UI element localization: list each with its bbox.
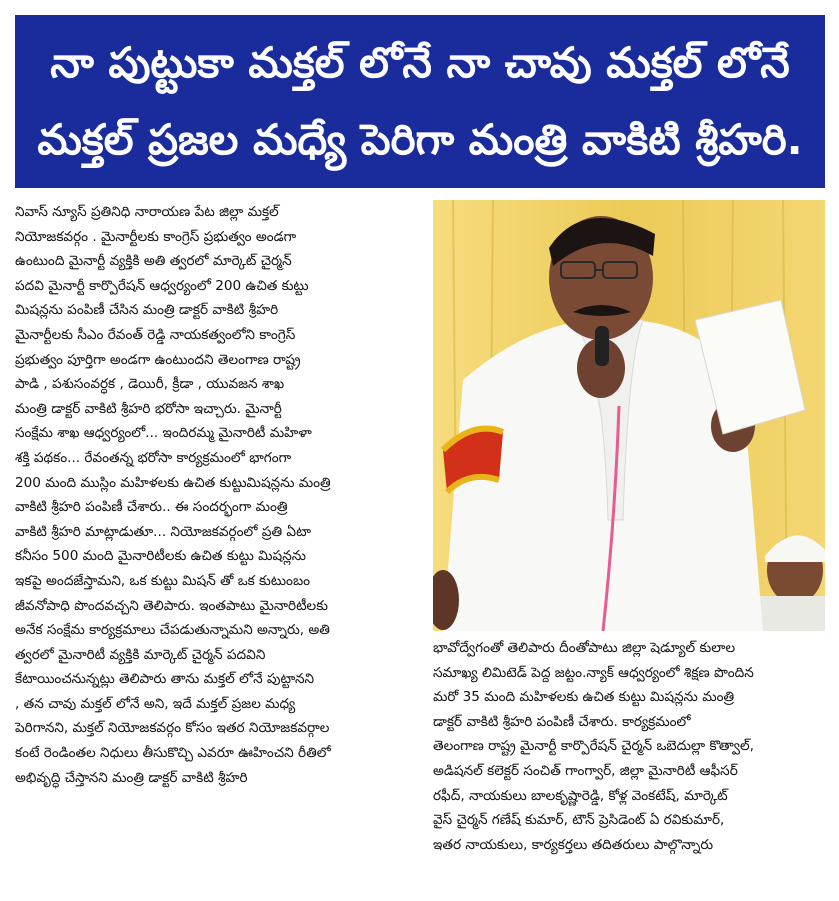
article-line: అనేక సంక్షేమ కార్యక్రమాలు చేపడుతున్నామని అన్నారు, అతి — [15, 622, 330, 639]
article-line: అడిషనల్ కలెక్టర్ సంచిత్ గాంగ్వార్, జిల్లా మైనారిటీ ఆఫీసర్ — [433, 762, 738, 779]
article-line: డాక్టర్ వాకిటి శ్రీహరి పంపిణీ చేశారు. కార్యక్రమంలో — [433, 713, 691, 730]
article-line: పదవి మైనార్టీ కార్పొరేషన్ ఆధ్వర్యంలో 200 ఉచిత కుట్టు — [15, 277, 309, 294]
article-line: కనీసం 500 మంది మైనారిటీలకు ఉచిత కుట్టు మిషన్లను — [15, 548, 307, 565]
article-line: సమాఖ్య లిమిటెడ్ పెద్ద జట్టం.న్యాక్ ఆధ్వర్యంలో శిక్షణ పొందిన — [433, 664, 754, 681]
article-line: ఇతర నాయకులు, కార్యకర్తలు తదితరులు పాల్గొన్నారు — [433, 836, 714, 853]
article-line: తెలంగాణ రాష్ట్ర మైనార్టీ కార్పొరేషన్ చైర్మన్ ఒబెదుల్లా కొత్వాల్, — [433, 738, 754, 755]
article-line: అభివృద్ధి చేస్తానని మంత్రి డాక్టర్ వాకిటి శ్రీహరి — [15, 769, 248, 786]
article-column-left — [15, 200, 426, 790]
article-line: ఉంటుంది మైనార్టీ వ్యక్తికి అతి త్వరలో మార్కెట్ చైర్మన్ — [15, 253, 292, 270]
article-line: ప్రభుత్వం పూర్తిగా అండగా ఉంటుందని తెలంగాణ రాష్ట్ర — [15, 351, 301, 368]
article-line: వాకిటి శ్రీహరి పంపిణీ చేశారు.. ఈ సందర్భంగా మంత్రి — [15, 499, 288, 516]
article-line: కేటాయించనున్నట్లు తెలిపారు తాను మక్తల్ లోనే పుట్టానని — [15, 671, 315, 688]
article-line: శక్తి పథకం... రేవంతన్న భరోసా కార్యక్రమంలో భాగంగా — [15, 449, 292, 466]
article-line: 200 మంది ముస్లిం మహిళలకు ఉచిత కుట్టుమిషన్లను మంత్రి — [15, 474, 331, 491]
article-line: మిషన్లను పంపిణీ చేసిన మంత్రి డాక్టర్ వాకిటి శ్రీహరి — [15, 302, 279, 319]
article-line: ఇకపై అందజేస్తామని, ఒక కుట్టు మిషన్ తో ఒక కుటుంబం — [15, 572, 311, 589]
article-line: , తన చావు మక్తల్ లోనే అని, ఇదే మక్తల్ ప్రజల మధ్య — [15, 695, 296, 712]
article-line: మరో 35 మంది మహిళలకు ఉచిత కుట్టు మిషన్లను మంత్రి — [433, 689, 735, 706]
article-line: మంత్రి డాక్టర్ వాకిటి శ్రీహరి భరోసా ఇచ్చారు. మైనార్టీ — [15, 400, 282, 417]
article-line: కంటే రెండింతల నిధులు తీసుకొచ్చి ఎవరూ ఊహించని రీతిలో — [15, 745, 331, 762]
article-line: త్వరలో మైనారిటీ వ్యక్తికి మార్కెట్ చైర్మన్ పదవిని — [15, 646, 266, 663]
article-line: నియోజకవర్గం . మైనార్టీలకు కాంగ్రెస్ ప్రభుత్వం అండగా — [15, 228, 297, 245]
article-line: పెరిగానని, మక్తల్ నియోజకవర్గం కోసం ఇతర నియోజకవర్గాల — [15, 720, 330, 737]
headline-line-1: నా పుట్టుకా మక్తల్ లోనే నా చావు మక్తల్ లోనే — [50, 38, 790, 88]
article-line: వైస్ చైర్మన్ గణేష్ కుమార్, టౌన్ ప్రెసిడెంట్ ఏ రవికుమార్, — [433, 812, 725, 829]
article-line: సంక్షేమ శాఖ ఆధ్వర్యంలో... ఇందిరమ్మ మైనారిటీ మహిళా — [15, 425, 312, 442]
speaker-photo-illustration — [433, 200, 825, 631]
headline-line-2: మక్తల్ ప్రజల మధ్యే పెరిగా మంత్రి వాకిటి శ్రీహరి. — [37, 114, 803, 164]
article-line: రఫీద్, నాయకులు బాలకృష్ణారెడ్డి, కోళ్ల వెంకటేష్, మార్కెట్ — [433, 787, 728, 804]
article-line: వాకిటి శ్రీహరి మాట్లాడుతూ... నియోజకవర్గంలో ప్రతి ఏటా — [15, 523, 311, 540]
article-line: పాడి , పశుసంవర్ధక , డెయిరీ, క్రీడా , యువజన శాఖ — [15, 376, 285, 393]
article-line: నివాస్ న్యూస్ ప్రతినిధి నారాయణ పేట జిల్లా మక్తల్ — [15, 204, 279, 220]
article-column-right — [433, 636, 825, 857]
headline-banner — [15, 15, 825, 188]
article-line: మైనార్టీలకు సీఎం రేవంత్ రెడ్డి నాయకత్వంలోని కాంగ్రెస్ — [15, 326, 296, 343]
article-line: భావోద్వేగంతో తెలిపారు దీంతోపాటు జిల్లా షెడ్యూల్ కులాల — [433, 640, 736, 656]
speaker-photo — [433, 200, 825, 631]
article-line: జీవనోపాధి పొందవచ్చని తెలిపారు. ఇంతపాటు మైనారిటీలకు — [15, 597, 328, 614]
